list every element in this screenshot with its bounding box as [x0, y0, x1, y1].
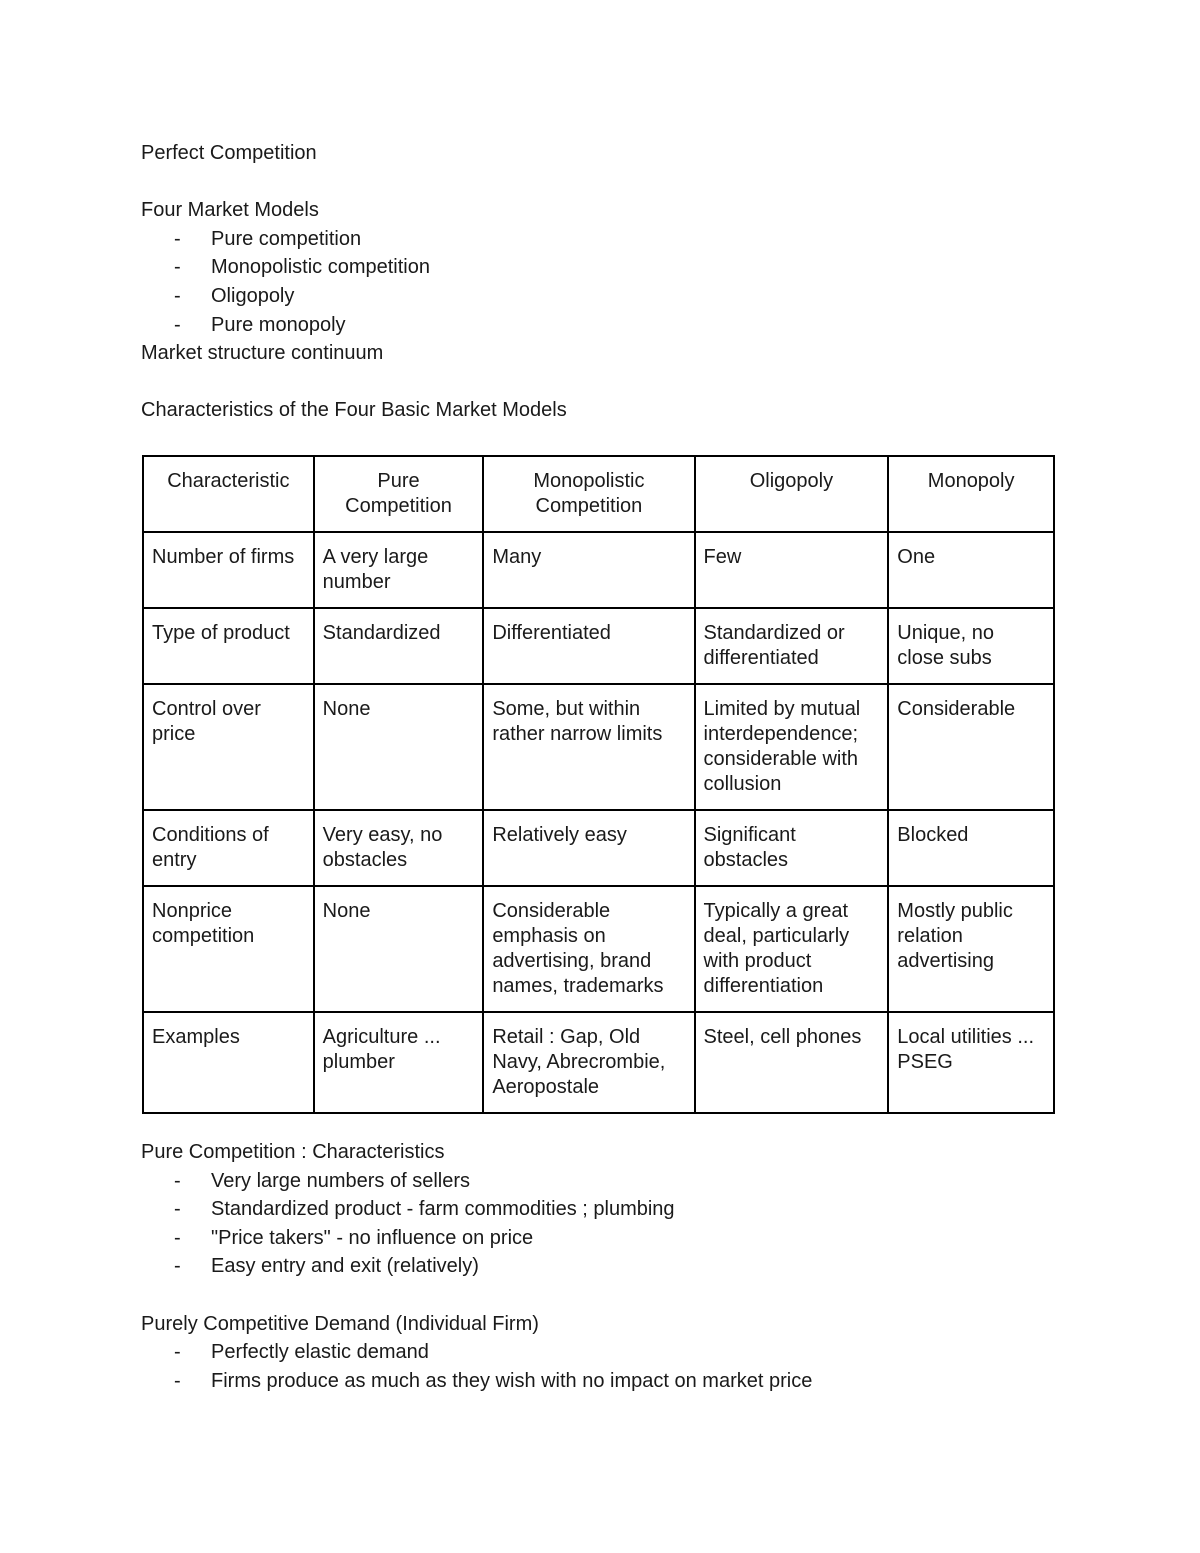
bullet-dash: -	[174, 1198, 181, 1221]
table-row	[143, 1012, 1054, 1113]
pure-competition-heading: Pure Competition : Characteristics	[141, 1141, 445, 1163]
table-header-row	[143, 456, 1054, 532]
column-header: Monopolistic Competition	[483, 456, 694, 532]
table-row	[143, 532, 1054, 608]
bullet-dash: -	[174, 1255, 181, 1278]
table-cell: A very large number	[314, 532, 484, 608]
table-cell: Agriculture ... plumber	[314, 1012, 484, 1113]
spacer	[141, 1281, 1061, 1310]
table-row	[143, 810, 1054, 886]
bullet-dash: -	[174, 227, 181, 250]
bullet-dash: -	[174, 1341, 181, 1364]
table-cell: Blocked	[888, 810, 1054, 886]
table-cell: Number of firms	[143, 532, 314, 608]
bullet-dash: -	[174, 284, 181, 307]
table-cell: Considerable emphasis on advertising, brand names, trademarks	[483, 886, 694, 1012]
table-row	[143, 608, 1054, 684]
list-item: - Pure monopoly	[141, 311, 1061, 340]
bullet-dash: -	[174, 1226, 181, 1249]
table-cell: Many	[483, 532, 694, 608]
table-cell: Nonprice competition	[143, 886, 314, 1012]
table-cell: Unique, no close subs	[888, 608, 1054, 684]
spacer	[141, 168, 1061, 197]
bullet-dash: -	[174, 256, 181, 279]
column-header: Pure Competition	[314, 456, 484, 532]
demand-list	[141, 1338, 1061, 1395]
list-item: - Pure competition	[141, 225, 1061, 254]
table-cell: Few	[695, 532, 889, 608]
spacer	[141, 368, 1061, 397]
list-item: - "Price takers" - no influence on price	[141, 1224, 1061, 1253]
list-item: - Oligopoly	[141, 282, 1061, 311]
table-cell: Standardized or differentiated	[695, 608, 889, 684]
page-title: Perfect Competition	[141, 142, 317, 164]
four-models-list	[141, 225, 1061, 339]
table-row	[143, 684, 1054, 810]
table-cell: Some, but within rather narrow limits	[483, 684, 694, 810]
table-cell: Steel, cell phones	[695, 1012, 889, 1113]
column-header: Monopoly	[888, 456, 1054, 532]
list-item: - Firms produce as much as they wish with no impact on market price	[141, 1367, 1061, 1396]
four-models-heading: Four Market Models	[141, 199, 319, 222]
column-header: Oligopoly	[695, 456, 889, 532]
table-cell: Standardized	[314, 608, 484, 684]
table-cell: None	[314, 886, 484, 1012]
table-cell: Significant obstacles	[695, 810, 889, 886]
market-models-table	[142, 455, 1055, 1114]
bullet-dash: -	[174, 313, 181, 336]
table-cell: Type of product	[143, 608, 314, 684]
table-cell: Mostly public relation advertising	[888, 886, 1054, 1012]
column-header: Characteristic	[143, 456, 314, 532]
list-item: - Monopolistic competition	[141, 253, 1061, 282]
pure-competition-list	[141, 1167, 1061, 1281]
table-cell: Very easy, no obstacles	[314, 810, 484, 886]
list-item: - Standardized product - farm commodities ; plumbing	[141, 1195, 1061, 1224]
table-row	[143, 886, 1054, 1012]
table-cell: Conditions of entry	[143, 810, 314, 886]
table-cell: Examples	[143, 1012, 314, 1113]
continuum-text: Market structure continuum	[141, 342, 384, 365]
bullet-dash: -	[174, 1169, 181, 1192]
table-cell: Relatively easy	[483, 810, 694, 886]
document-bottom-section	[141, 1138, 1061, 1395]
table-cell: Differentiated	[483, 608, 694, 684]
table-cell: Limited by mutual interdependence; considerable with collusion	[695, 684, 889, 810]
table-cell: Typically a great deal, particularly with product differentiation	[695, 886, 889, 1012]
table-cell: None	[314, 684, 484, 810]
bullet-dash: -	[174, 1369, 181, 1392]
table-cell: Local utilities ... PSEG	[888, 1012, 1054, 1113]
table-cell: One	[888, 532, 1054, 608]
document-top-section	[141, 139, 1061, 425]
list-item: - Easy entry and exit (relatively)	[141, 1252, 1061, 1281]
table-cell: Control over price	[143, 684, 314, 810]
list-item: - Perfectly elastic demand	[141, 1338, 1061, 1367]
list-item: - Very large numbers of sellers	[141, 1167, 1061, 1196]
table-cell: Retail : Gap, Old Navy, Abrecrombie, Aeropostale	[483, 1012, 694, 1113]
table-cell: Considerable	[888, 684, 1054, 810]
table-heading: Characteristics of the Four Basic Market Models	[141, 399, 567, 422]
demand-heading: Purely Competitive Demand (Individual Firm)	[141, 1312, 539, 1335]
